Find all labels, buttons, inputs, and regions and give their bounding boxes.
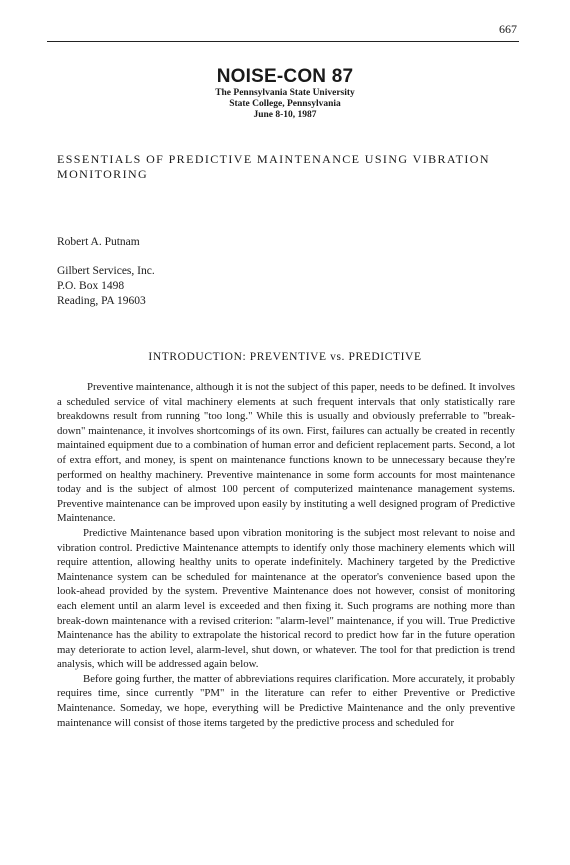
section-heading: INTRODUCTION: PREVENTIVE vs. PREDICTIVE xyxy=(148,351,422,363)
author-name: Robert A. Putnam xyxy=(57,236,140,248)
page-number: 667 xyxy=(499,22,517,36)
body-paragraph: Preventive maintenance, although it is not the subject of this paper, needs to be defined. It involves a scheduled service of vital machinery elements at such frequent intervals that only statistically rare breakdowns result from running "too long." While this is usually and obviously preferrable to "break-down" maintenance, it involves shortcomings of its own. First, failures can actually be created in recently maintained equipment due to a combination of human error and deficient replacement parts. Second, a lot of extra effort, and money, is spent on maintenance functions known to be unnecessary because they're performed on healthy machinery. Preventive maintenance in some form accounts for most maintenance today and is the subject of almost 100 percent of computerized maintenance management systems. Preventive maintenance can be improved upon easily by instituting a well designed program of Predictive Maintenance. xyxy=(57,381,515,525)
conference-university: The Pennsylvania State University xyxy=(215,88,355,98)
author-organization: Gilbert Services, Inc. xyxy=(57,265,155,277)
conference-dates: June 8-10, 1987 xyxy=(253,110,317,120)
conference-location: State College, Pennsylvania xyxy=(229,99,341,109)
body-paragraph: Predictive Maintenance based upon vibration monitoring is the subject most relevant to noise and vibration control. Predictive Maintenance attempts to identify only those machinery elements which will require attention, allowing healthy units to operate indefinitely. Machinery targeted by the Predictive Maintenance system can be scheduled for maintenance at the operator's convenience based upon the look-ahead provided by the system. Preventive Maintenance does not however, consist of monitoring each element until an alarm level is exceeded and then fixing it. Such programs are nothing more than break-down maintenance with a revised criterion: "alarm-level" maintenance, if you will. True Predictive Maintenance has the ability to extrapolate the historical record to predict how far in the future operation may deteriorate to action level, alarm-level, shut down, or whatever. The tool for that prediction is trend analysis, which will be addressed again below. xyxy=(57,526,515,671)
author-block xyxy=(57,235,155,309)
body-paragraph: Before going further, the matter of abbreviations requires clarification. More accurately, it probably requires time, since currently "PM" in the literature can refer to either Preventive or Predictive Maintenance. Someday, we hope, everything will be Predictive Maintenance and the only preventive maintenance will consist of those items targeted by the predictive process and scheduled for xyxy=(57,672,515,729)
conference-title: NOISE-CON 87 xyxy=(216,66,354,87)
conference-header xyxy=(0,66,570,121)
author-gap xyxy=(57,250,155,264)
header-rule xyxy=(47,41,519,42)
paper-title: ESSENTIALS OF PREDICTIVE MAINTENANCE USING VIBRATION MONITORING xyxy=(57,152,490,181)
author-address-line1: P.O. Box 1498 xyxy=(57,280,125,292)
author-address-line2: Reading, PA 19603 xyxy=(57,295,146,307)
body-text xyxy=(57,380,515,730)
